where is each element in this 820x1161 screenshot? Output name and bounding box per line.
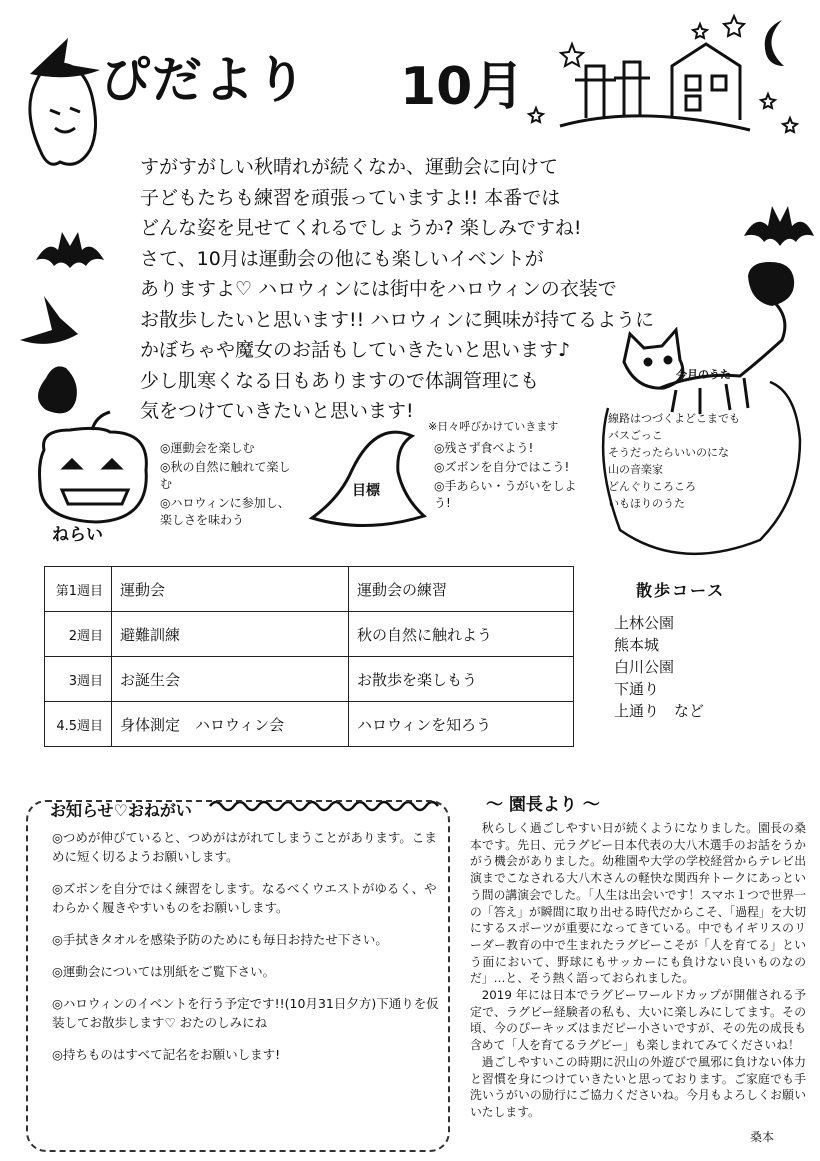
moon-icon <box>765 20 784 66</box>
aim-item: ◎秋の自然に触れて楽しむ <box>160 460 291 491</box>
witch-hat-icon <box>20 296 78 344</box>
theme-cell: 秋の自然に触れよう <box>349 612 574 657</box>
table-row <box>45 612 574 657</box>
intro-line: かぼちゃや魔女のお話もしていきたいと思います♪ <box>140 339 571 361</box>
walk-item: 白川公園 <box>614 658 675 676</box>
event-cell: 運動会 <box>112 567 349 612</box>
intro-line: 子どもたちも練習を頑張っていますよ!! 本番では <box>140 186 561 209</box>
songs-title: 今月のうた <box>676 368 731 381</box>
director-message <box>470 820 806 1121</box>
walk-course-list <box>614 612 704 722</box>
intro-line: 気をつけていきたいと思います! <box>140 400 414 422</box>
aim-item: ◎運動会を楽しむ <box>160 441 255 455</box>
walk-item: 上通り など <box>614 702 705 720</box>
ghost-icon <box>30 64 96 164</box>
notice-item: ◎ズボンを自分ではく練習をします。なるべくウエストがゆるく、やわらかく履きやすいものをお願いします。 <box>52 881 437 915</box>
event-cell: 身体測定 ハロウィン会 <box>112 702 349 747</box>
schedule-table <box>44 566 574 747</box>
theme-cell: 運動会の練習 <box>349 567 574 612</box>
event-cell: お誕生会 <box>112 657 349 702</box>
goals-note: ※日々呼びかけていきます <box>428 420 559 433</box>
notice-item: ◎持ちものはすべて記名をお願いします! <box>52 1047 281 1062</box>
song-item: 線路はつづくよどこまでも <box>608 412 740 425</box>
goal-item: ◎ズボンを自分ではこう! <box>434 460 570 474</box>
goals-label: 目標 <box>352 483 380 499</box>
week-cell: 2週目 <box>45 612 112 657</box>
director-paragraph: 秋らしく過ごしやすい日が続くようになりました。園長の桑本です。先日、元ラグビー日本代表の大八木選手のお話をうかがう機会がありました。幼稚園や大学の学校経営からテレビ出演までこなされる大八木さんの軽快な関西弁トークにあっという間の講演会でした。「人生は出会いです！スマホ１つで世界一の「答え」が瞬間に取り出せる時代だからこそ、「過程」を大切にするスポーツが重要になってきている。中でもイギリスのリーダー教育の中で生まれたラグビーこそが「人を育てる」という面において、野球にもサッカーにも負けない良いものなのだ」…と、そう熱く語っておられました。 <box>470 821 806 986</box>
haunted-house-icon <box>560 44 750 130</box>
week-cell: 第1週目 <box>45 567 112 612</box>
witch-hat-icon <box>30 38 100 77</box>
song-item: どんぐりころころ <box>608 480 696 493</box>
song-item: バスごっこ <box>608 429 663 442</box>
intro-line: ありますよ♡ ハロウィンには街中をハロウィンの衣装で <box>140 278 617 300</box>
aim-item: ◎ハロウィンに参加し、楽しさを味わう <box>160 496 290 527</box>
goal-item: ◎残さず食べよう! <box>434 441 534 455</box>
notice-item: ◎つめが伸びていると、つめがはがれてしまうことがあります。こまめに短く切るようお願いします。 <box>52 830 437 864</box>
walk-item: 下通り <box>614 680 660 698</box>
intro-line: すがすがしい秋晴れが続くなか、運動会に向けて <box>140 156 559 178</box>
witch-hat-icon <box>312 432 424 525</box>
bat-icon <box>36 232 104 268</box>
song-item: そうだったらいいのにな <box>608 446 729 459</box>
aims-list <box>160 440 300 531</box>
theme-cell: お散歩を楽しもう <box>349 657 574 702</box>
songs-list <box>608 410 768 512</box>
intro-line: どんな姿を見せてくれるでしょうか? 楽しみですね! <box>140 217 582 239</box>
director-paragraph: 2019 年には日本でラグビーワールドカップが開催される予定で、ラグビー経験者の私も、大いに楽しみにしてます。その頃、今のぴーキッズはまだピー小さいですが、その先の成長も含めて「人を育てるラグビー」も楽しまれてみてくださいね！ <box>470 988 806 1053</box>
aims-label: ねらい <box>52 525 103 545</box>
goals-list <box>434 440 584 514</box>
ghost-tail-icon <box>38 366 77 413</box>
goal-item: ◎手あらい・うがいをしよう! <box>434 479 577 510</box>
notices-title: お知らせ♡おねがい <box>50 801 192 820</box>
director-title: ～ 園長より ～ <box>486 795 600 815</box>
director-paragraph: 過ごしやすいこの時期に沢山の外遊びで風邪に負けない体力と習慣を身につけていきたいと思っております。ご家庭でも手洗いうがいの励行にご協力くださいね。今月もよろしくお願いいたします。 <box>470 1054 806 1119</box>
intro-text <box>140 152 660 427</box>
song-item: いもほりのうた <box>608 497 685 510</box>
table-row <box>45 567 574 612</box>
song-item: 山の音楽家 <box>608 463 663 476</box>
table-row <box>45 702 574 747</box>
walk-item: 熊本城 <box>614 636 660 654</box>
newsletter-title: ぴだより <box>100 51 308 109</box>
pumpkin-icon <box>748 262 794 306</box>
notices-list <box>52 828 444 1077</box>
walk-item: 上林公園 <box>614 614 675 632</box>
notice-item: ◎運動会については別紙をご覧下さい。 <box>52 964 276 979</box>
week-cell: 4.5週目 <box>45 702 112 747</box>
event-cell: 避難訓練 <box>112 612 349 657</box>
walk-course-title: 散歩コース <box>636 581 726 600</box>
table-row <box>45 657 574 702</box>
intro-line: お散歩したいと思います!! ハロウィンに興味が持てるように <box>140 308 655 331</box>
bat-icon <box>744 206 814 246</box>
intro-line: 少し肌寒くなる日もありますので体調管理にも <box>140 369 540 392</box>
theme-cell: ハロウィンを知ろう <box>349 702 574 747</box>
week-cell: 3週目 <box>45 657 112 702</box>
notice-item: ◎ハロウィンのイベントを行う予定です!!(10月31日夕方)下通りを仮装してお散歩します♡ おたのしみにね <box>52 996 439 1030</box>
jack-o-lantern-icon <box>40 412 147 522</box>
intro-line: さて、10月は運動会の他にも楽しいイベントが <box>140 247 544 270</box>
director-signature: 桑本 <box>750 1130 775 1144</box>
notice-item: ◎手拭きタオルを感染予防のためにも毎日お持たせ下さい。 <box>52 932 388 947</box>
month-label: 10月 <box>400 57 525 117</box>
star-icon <box>529 16 797 132</box>
